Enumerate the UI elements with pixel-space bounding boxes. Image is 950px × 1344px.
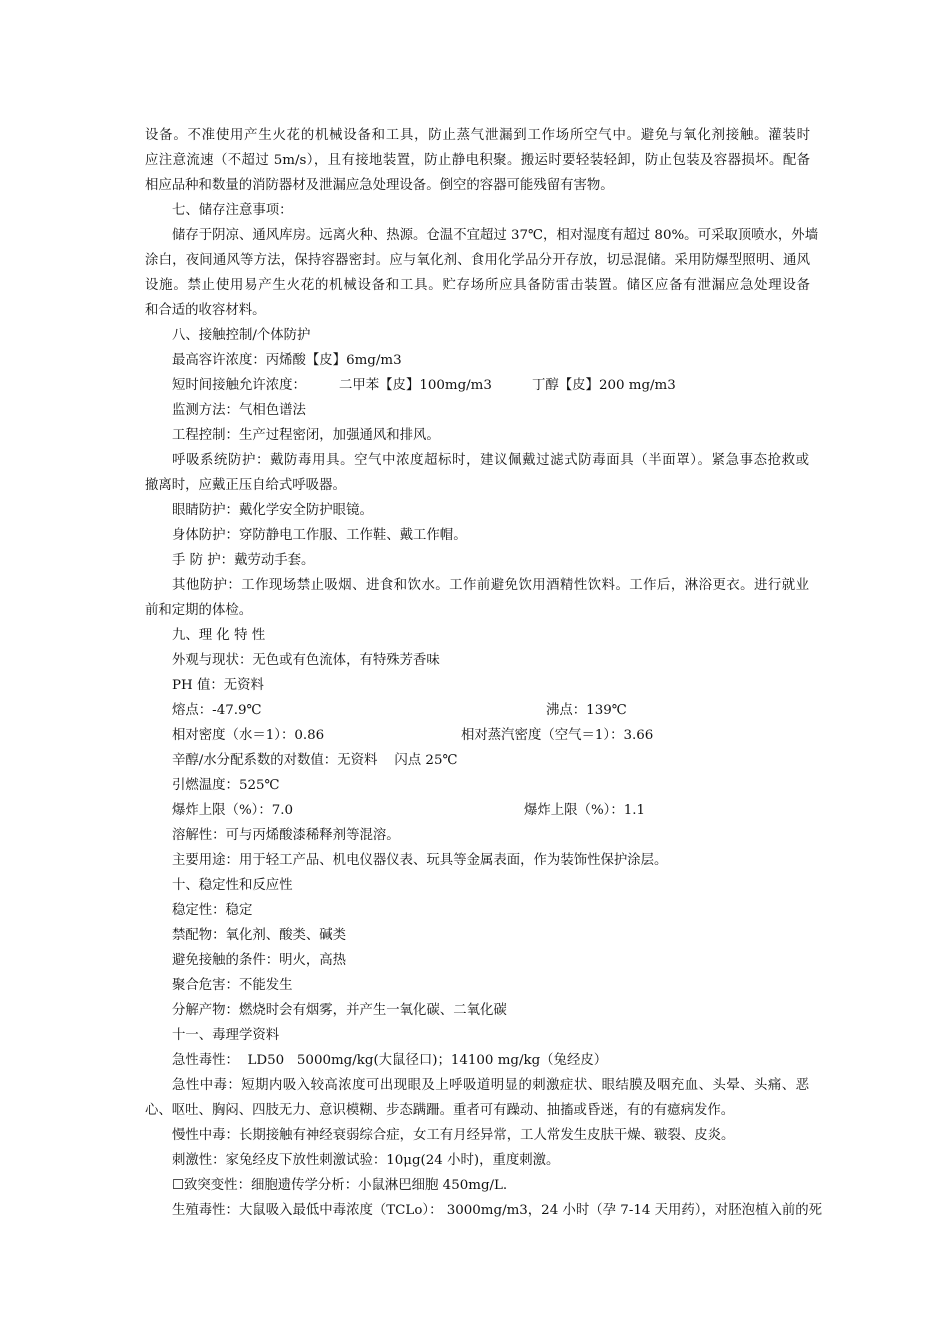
text-segment: 二甲苯【皮】100mg/m3 (339, 378, 492, 393)
text-line: 和合适的收容材料。 (145, 303, 266, 318)
text-line: 相应品种和数量的消防器材及泄漏应急处理设备。倒空的容器可能残留有害物。 (145, 178, 614, 193)
text-line-columns (172, 373, 812, 398)
text-line-columns (172, 723, 812, 748)
text-line: 溶解性：可与丙烯酸漆稀释剂等混溶。 (172, 828, 400, 843)
text-line: 引燃温度：525℃ (172, 778, 280, 793)
text-line-columns (172, 698, 812, 723)
text-line: 分解产物：燃烧时会有烟雾，并产生一氧化碳、二氧化碳 (172, 1003, 507, 1018)
text-segment: 相对蒸汽密度（空气＝1）：3.66 (461, 728, 654, 743)
text-line: 刺激性：家兔经皮下放性刺激试验：10μg(24 小时)，重度刺激。 (172, 1153, 560, 1168)
text-line: 前和定期的体检。 (145, 603, 253, 618)
section-heading: 七、储存注意事项： (172, 203, 293, 218)
text-line: 监测方法：气相色谱法 (172, 403, 306, 418)
text-line: 辛醇/水分配系数的对数值：无资料 闪点 25℃ (172, 753, 458, 768)
text-line: 其他防护：工作现场禁止吸烟、进食和饮水。工作前避免饮用酒精性饮料。工作后，淋浴更衣。进行就业 (172, 578, 809, 593)
text-line-columns (172, 798, 812, 823)
text-line: 手 防 护：戴劳动手套。 (172, 553, 315, 568)
section-heading: 八、接触控制/个体防护 (172, 328, 311, 343)
text-line: 慢性中毒：长期接触有神经衰弱综合症，女工有月经异常，工人常发生皮肤干燥、皲裂、皮炎。 (172, 1128, 735, 1143)
text-line: 设施。禁止使用易产生火花的机械设备和工具。贮存场所应具备防雷击装置。储区应备有泄漏应急处理设备 (145, 278, 810, 293)
text-segment: 爆炸上限（%）：7.0 (172, 803, 294, 818)
text-segment: 爆炸上限（%）：1.1 (524, 803, 646, 818)
text-segment: 丁醇【皮】200 mg/m3 (532, 378, 676, 393)
text-line: 避免接触的条件：明火，高热 (172, 953, 347, 968)
text-line: 禁配物：氧化剂、酸类、碱类 (172, 928, 347, 943)
text-line: 聚合危害：不能发生 (172, 978, 293, 993)
text-line: 储存于阴凉、通风库房。远离火种、热源。仓温不宜超过 37℃，相对湿度有超过 80%。可采取顶喷水，外墙 (172, 228, 819, 243)
text-line: 应注意流速（不超过 5m/s），且有接地装置，防止静电积聚。搬运时要轻装轻卸，防止包装及容器损坏。配备 (145, 153, 810, 168)
text-line: 外观与现状：无色或有色流体，有特殊芳香味 (172, 653, 440, 668)
text-segment: 相对密度（水＝1）：0.86 (172, 728, 325, 743)
text-line: 生殖毒性：大鼠吸入最低中毒浓度（TCLo）： 3000mg/m3，24 小时（孕 7-14 天用药），对胚泡植入前的死 (172, 1203, 823, 1218)
text-line: 工程控制：生产过程密闭，加强通风和排风。 (172, 428, 440, 443)
text-line: 撤离时，应戴正压自给式呼吸器。 (145, 478, 346, 493)
text-segment: 短时间接触允许浓度： (172, 378, 306, 393)
text-line: 主要用途：用于轻工产品、机电仪器仪表、玩具等金属表面，作为装饰性保护涂层。 (172, 853, 668, 868)
text-line: 急性中毒：短期内吸入较高浓度可出现眼及上呼吸道明显的刺激症状、眼结膜及咽充血、头晕、头痛、恶 (172, 1078, 809, 1093)
text-line: 心、呕吐、胸闷、四肢无力、意识模糊、步态蹒跚。重者可有躁动、抽搐或昏迷，有的有癔病发作。 (145, 1103, 735, 1118)
section-heading: 九、理 化 特 性 (172, 628, 266, 643)
section-heading: 十、稳定性和反应性 (172, 878, 293, 893)
text-line: 身体防护：穿防静电工作服、工作鞋、戴工作帽。 (172, 528, 467, 543)
text-line: 急性毒性： LD50 5000mg/kg(大鼠径口)；14100 mg/kg（兔经皮） (172, 1053, 608, 1068)
text-line: PH 值：无资料 (172, 678, 264, 693)
text-line: 稳定性：稳定 (172, 903, 253, 918)
section-heading: 十一、毒理学资料 (172, 1028, 280, 1043)
text-segment: 熔点：-47.9℃ (172, 703, 262, 718)
text-line: 眼睛防护：戴化学安全防护眼镜。 (172, 503, 373, 518)
text-segment: 沸点：139℃ (546, 703, 627, 718)
text-line: 最高容许浓度：丙烯酸【皮】6mg/m3 (172, 353, 402, 368)
text-line: 设备。不准使用产生火花的机械设备和工具，防止蒸气泄漏到工作场所空气中。避免与氧化剂接触。灌装时 (145, 128, 810, 143)
text-line: 呼吸系统防护：戴防毒用具。空气中浓度超标时，建议佩戴过滤式防毒面具（半面罩）。紧急事态抢救或 (172, 453, 809, 468)
text-line: 涂白，夜间通风等方法，保持容器密封。应与氧化剂、食用化学品分开存放，切忌混储。采用防爆型照明、通风 (145, 253, 810, 268)
text-line: ☐致突变性：细胞遗传学分析：小鼠淋巴细胞 450mg/L. (172, 1178, 508, 1193)
